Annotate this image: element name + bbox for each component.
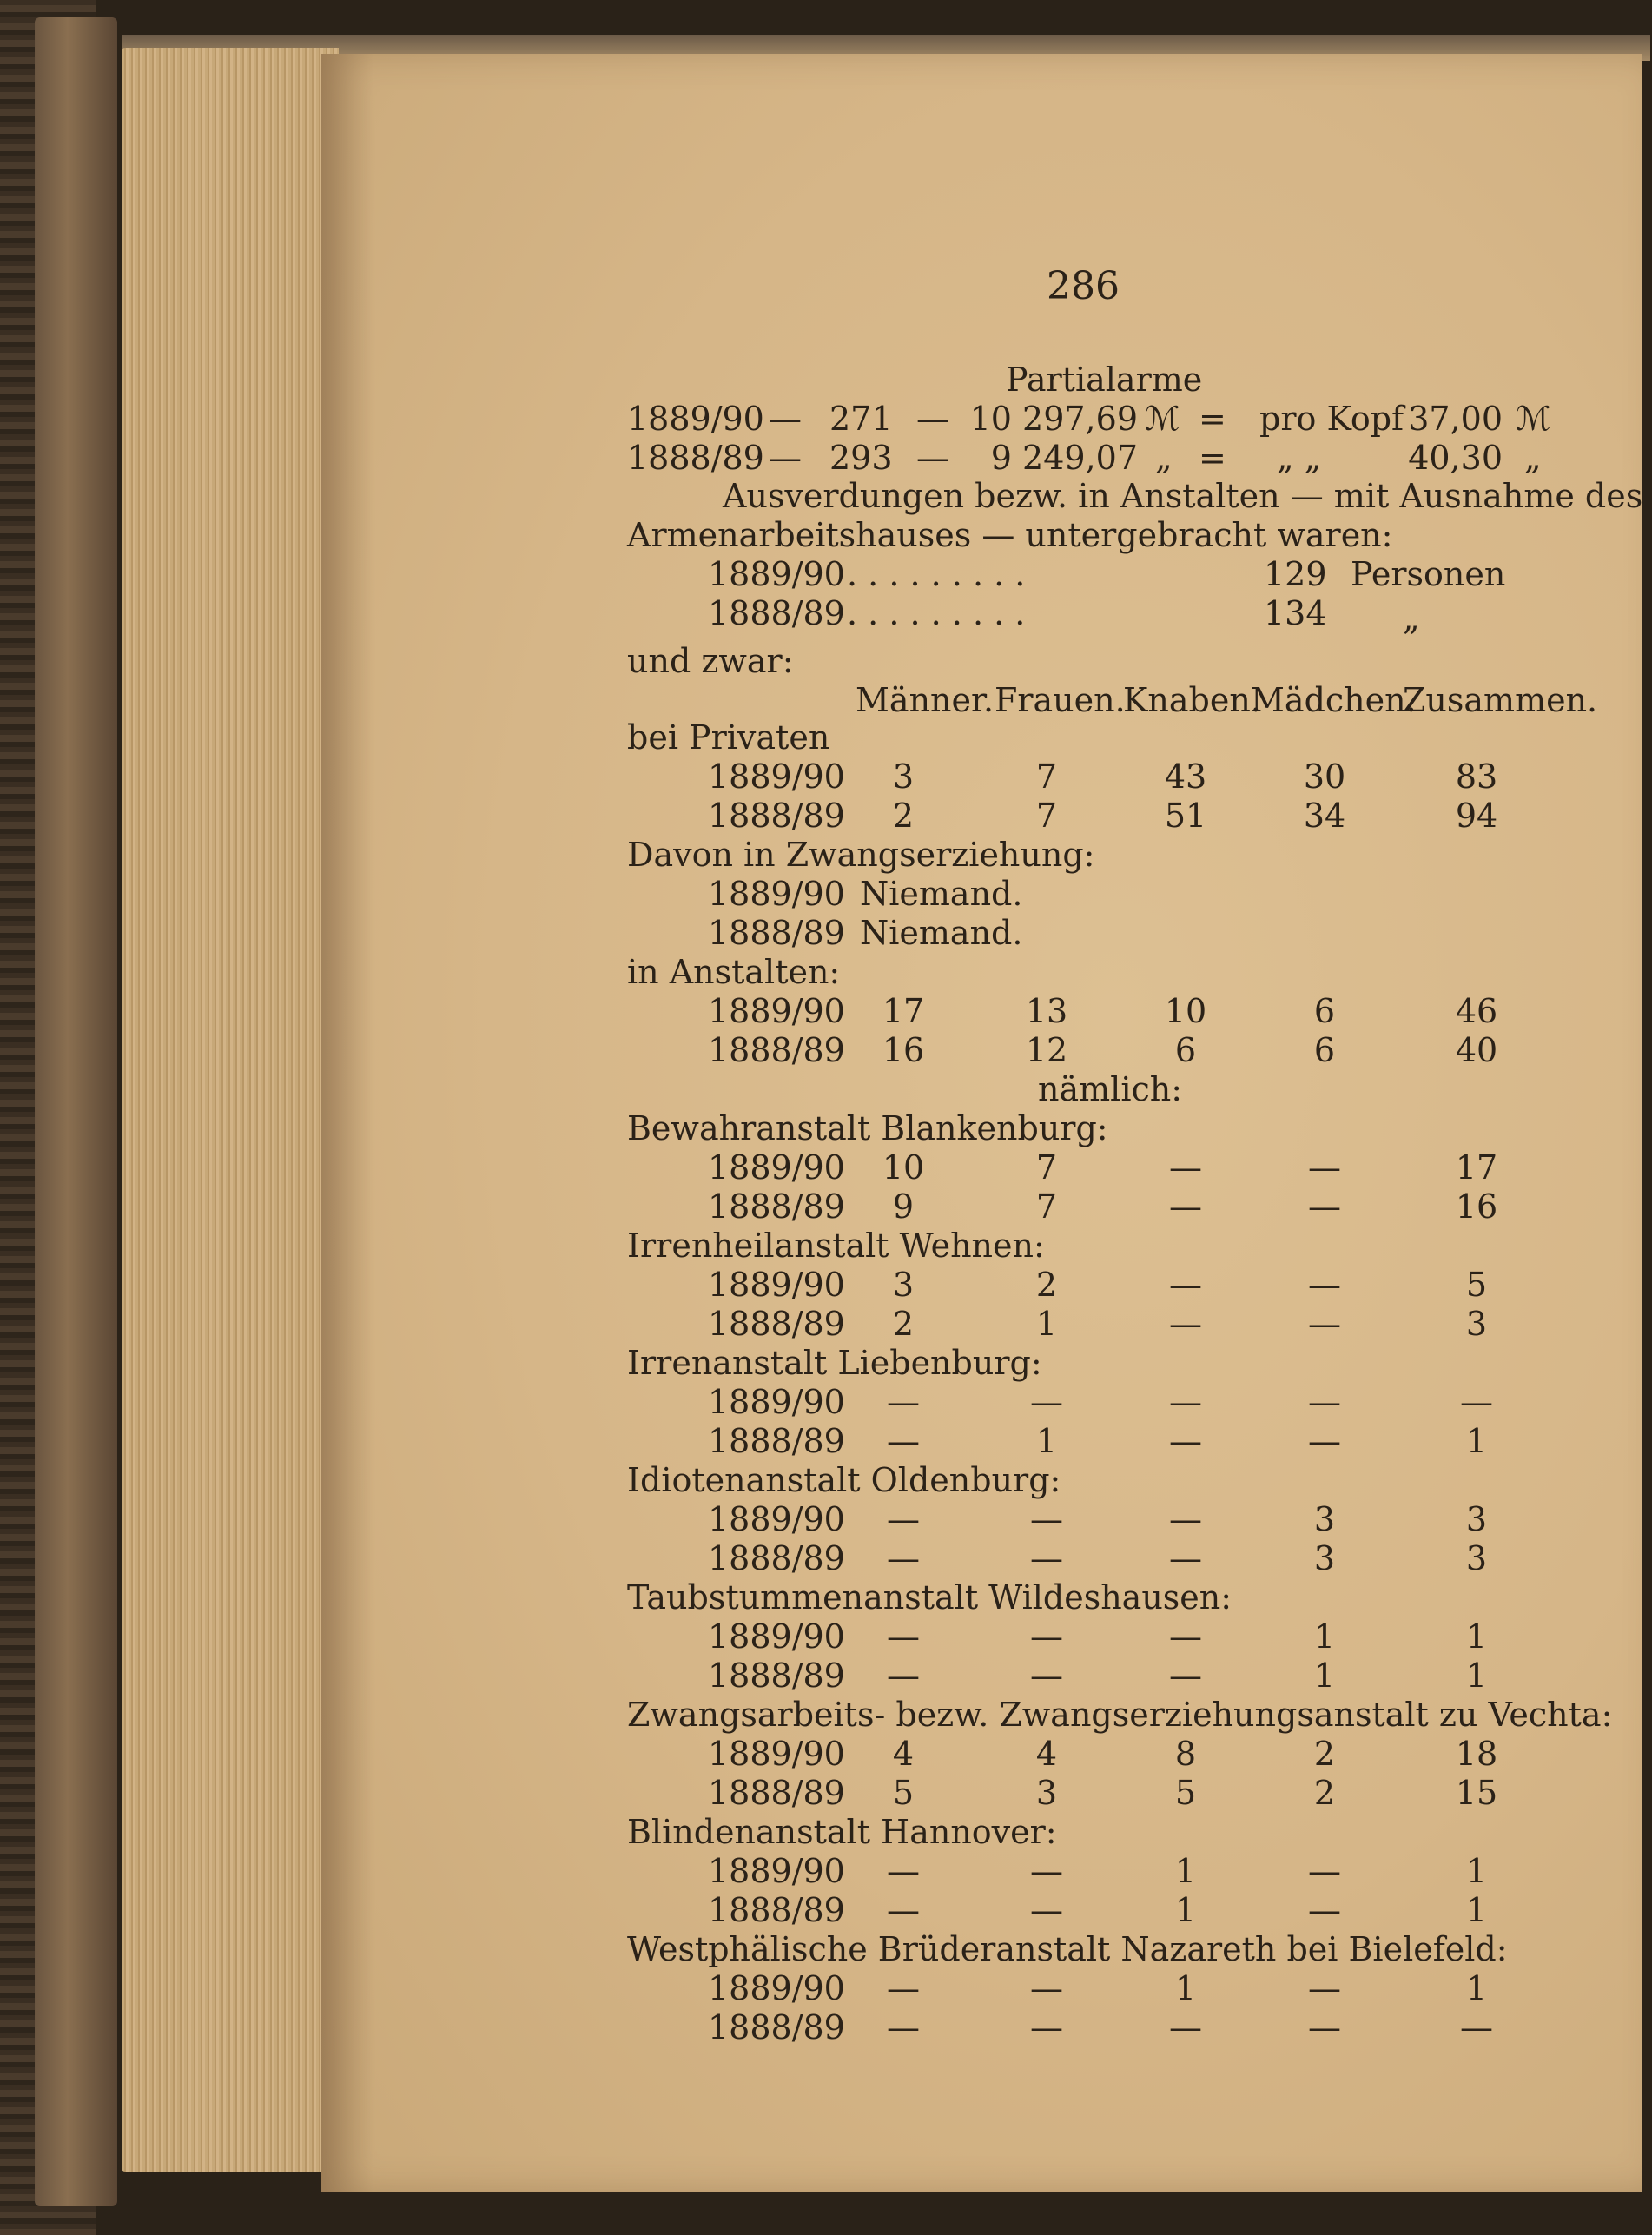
table-cell: — xyxy=(1308,1891,1341,1929)
table-cell: 3 xyxy=(1313,1539,1336,1577)
table-cell: — xyxy=(1308,1266,1341,1304)
table-cell: — xyxy=(1169,1617,1202,1656)
table-cell: — xyxy=(1030,1656,1063,1695)
table-cell: 30 xyxy=(1303,757,1346,796)
table-cell: 1 xyxy=(1465,1617,1488,1656)
table-cell: — xyxy=(1169,1422,1202,1460)
table-cell: — xyxy=(887,1539,920,1577)
summary-equals: = xyxy=(1199,400,1226,438)
summary-per-amount: 40,30 xyxy=(1408,439,1503,477)
intro-text: Ausverdungen bezw. in Anstalten — mit Ausnahme des xyxy=(723,477,1643,515)
summary-amount: 10 297,69 xyxy=(969,400,1138,438)
row-year: 1889/90 xyxy=(708,1617,845,1656)
table-cell: 6 xyxy=(1313,992,1336,1030)
section-label: Westphälische Brüderanstalt Nazareth bei Bielefeld: xyxy=(627,1930,1508,1968)
section-heading: Partialarme xyxy=(1006,360,1203,399)
table-cell: 51 xyxy=(1164,797,1207,835)
table-cell: 2 xyxy=(1313,1774,1336,1812)
table-cell: — xyxy=(887,1852,920,1890)
row-year: 1888/89 xyxy=(708,1774,845,1812)
table-cell: — xyxy=(1169,1266,1202,1304)
table-cell: — xyxy=(887,1891,920,1929)
table-cell: — xyxy=(1030,1383,1063,1421)
table-cell: — xyxy=(1308,1148,1341,1187)
table-cell: 5 xyxy=(1465,1266,1488,1304)
book-spine xyxy=(35,17,117,2206)
table-cell: — xyxy=(1308,1422,1341,1460)
table-cell: 1 xyxy=(1465,1852,1488,1890)
column-header: Frauen. xyxy=(995,681,1126,719)
dash: — xyxy=(916,400,949,438)
table-cell: 94 xyxy=(1455,797,1498,835)
dash: — xyxy=(769,439,802,477)
table-cell: 5 xyxy=(1174,1774,1197,1812)
table-cell: 13 xyxy=(1025,992,1068,1030)
section-label: Bewahranstalt Blankenburg: xyxy=(627,1109,1108,1147)
row-year: 1888/89 xyxy=(708,914,845,952)
table-cell: 7 xyxy=(1035,1187,1058,1226)
section-label: Zwangsarbeits- bezw. Zwangserziehungsanstalt zu Vechta: xyxy=(627,1696,1613,1734)
table-cell: — xyxy=(887,1383,920,1421)
table-cell: 16 xyxy=(882,1031,925,1069)
table-cell: — xyxy=(887,1500,920,1538)
table-cell: — xyxy=(1030,1852,1063,1890)
row-year: 1889/90 xyxy=(708,1383,845,1421)
persons-year: 1888/89 xyxy=(708,594,845,632)
dash: — xyxy=(769,400,802,438)
persons-value: 129 xyxy=(1264,555,1327,593)
table-cell: 3 xyxy=(892,757,915,796)
section-label: Irrenanstalt Liebenburg: xyxy=(627,1344,1042,1382)
row-year: 1888/89 xyxy=(708,1891,845,1929)
table-cell: — xyxy=(887,2008,920,2047)
und-zwar: und zwar: xyxy=(627,642,794,680)
row-year: 1889/90 xyxy=(708,1969,845,2007)
row-year: 1888/89 xyxy=(708,1187,845,1226)
section-label: Davon in Zwangserziehung: xyxy=(627,836,1095,874)
table-cell: 10 xyxy=(1164,992,1207,1030)
summary-count: 271 xyxy=(829,400,893,438)
persons-year: 1889/90 xyxy=(708,555,845,593)
table-cell: 1 xyxy=(1035,1422,1058,1460)
section-label: in Anstalten: xyxy=(627,953,841,991)
section-label: Taubstummenanstalt Wildeshausen: xyxy=(627,1578,1232,1617)
persons-unit: „ xyxy=(1403,599,1420,638)
table-cell: 1 xyxy=(1174,1891,1197,1929)
table-cell: 1 xyxy=(1035,1305,1058,1343)
page-gutter-shadow xyxy=(321,54,373,2192)
intro-text: Armenarbeitshauses — untergebracht waren: xyxy=(627,516,1393,554)
page-number: 286 xyxy=(1047,264,1120,308)
table-cell: 43 xyxy=(1164,757,1207,796)
column-header: Zusammen. xyxy=(1403,681,1598,719)
column-header: Knaben. xyxy=(1123,681,1261,719)
table-cell: — xyxy=(887,1656,920,1695)
table-cell: — xyxy=(1169,2008,1202,2047)
summary-per: „ „ xyxy=(1277,439,1322,477)
row-note: Niemand. xyxy=(860,914,1023,952)
table-cell: 16 xyxy=(1455,1187,1498,1226)
table-cell: 4 xyxy=(1035,1735,1058,1773)
table-cell: 12 xyxy=(1025,1031,1068,1069)
table-cell: 40 xyxy=(1455,1031,1498,1069)
section-note: nämlich: xyxy=(1038,1070,1183,1108)
table-cell: 5 xyxy=(892,1774,915,1812)
table-cell: 3 xyxy=(1035,1774,1058,1812)
table-cell: 1 xyxy=(1174,1969,1197,2007)
table-cell: 1 xyxy=(1465,1656,1488,1695)
table-cell: 1 xyxy=(1465,1891,1488,1929)
table-cell: 7 xyxy=(1035,1148,1058,1187)
table-cell: 9 xyxy=(892,1187,915,1226)
leader-dots: . . . . . . . . . xyxy=(847,555,1026,593)
section-label: Blindenanstalt Hannover: xyxy=(627,1813,1057,1851)
table-cell: — xyxy=(1460,2008,1493,2047)
row-year: 1889/90 xyxy=(708,1500,845,1538)
row-year: 1888/89 xyxy=(708,2008,845,2047)
table-cell: — xyxy=(1308,1969,1341,2007)
table-cell: 46 xyxy=(1455,992,1498,1030)
table-cell: — xyxy=(1308,1852,1341,1890)
row-year: 1888/89 xyxy=(708,1656,845,1695)
table-cell: — xyxy=(1030,1969,1063,2007)
table-cell: 6 xyxy=(1174,1031,1197,1069)
table-cell: — xyxy=(1169,1187,1202,1226)
table-cell: 3 xyxy=(1313,1500,1336,1538)
persons-value: 134 xyxy=(1264,594,1327,632)
summary-unit: „ xyxy=(1155,439,1173,477)
table-cell: 3 xyxy=(892,1266,915,1304)
table-cell: 7 xyxy=(1035,757,1058,796)
table-cell: 15 xyxy=(1455,1774,1498,1812)
table-cell: 4 xyxy=(892,1735,915,1773)
table-cell: 1 xyxy=(1174,1852,1197,1890)
leader-dots: . . . . . . . . . xyxy=(847,594,1026,632)
row-year: 1888/89 xyxy=(708,1422,845,1460)
dash: — xyxy=(916,439,949,477)
column-header: Mädchen. xyxy=(1251,681,1417,719)
section-label: Irrenheilanstalt Wehnen: xyxy=(627,1227,1045,1265)
summary-equals: = xyxy=(1199,439,1226,477)
table-cell: — xyxy=(1169,1383,1202,1421)
summary-per-unit: ℳ xyxy=(1516,400,1551,438)
row-note: Niemand. xyxy=(860,875,1023,913)
table-cell: — xyxy=(887,1422,920,1460)
table-cell: 3 xyxy=(1465,1305,1488,1343)
row-year: 1889/90 xyxy=(708,1266,845,1304)
summary-amount: 9 249,07 xyxy=(990,439,1138,477)
table-cell: — xyxy=(1030,1539,1063,1577)
table-cell: 1 xyxy=(1465,1422,1488,1460)
row-year: 1888/89 xyxy=(708,1305,845,1343)
row-year: 1888/89 xyxy=(708,797,845,835)
section-label: bei Privaten xyxy=(627,718,830,757)
table-cell: — xyxy=(887,1969,920,2007)
table-cell: 2 xyxy=(1035,1266,1058,1304)
summary-per-amount: 37,00 xyxy=(1408,400,1503,438)
table-cell: — xyxy=(1169,1539,1202,1577)
table-cell: — xyxy=(1030,1891,1063,1929)
table-cell: — xyxy=(1169,1500,1202,1538)
row-year: 1889/90 xyxy=(708,1852,845,1890)
row-year: 1889/90 xyxy=(708,875,845,913)
table-cell: 2 xyxy=(1313,1735,1336,1773)
summary-unit: ℳ xyxy=(1145,400,1180,438)
table-cell: — xyxy=(1308,1305,1341,1343)
table-cell: 10 xyxy=(882,1148,925,1187)
table-cell: 2 xyxy=(892,797,915,835)
table-cell: 18 xyxy=(1455,1735,1498,1773)
row-year: 1889/90 xyxy=(708,1148,845,1187)
table-cell: — xyxy=(1460,1383,1493,1421)
row-year: 1889/90 xyxy=(708,992,845,1030)
persons-unit: Personen xyxy=(1351,555,1506,593)
table-cell: 8 xyxy=(1174,1735,1197,1773)
page-stack-edges xyxy=(122,48,339,2172)
table-cell: — xyxy=(887,1617,920,1656)
table-cell: 3 xyxy=(1465,1539,1488,1577)
table-cell: — xyxy=(1169,1305,1202,1343)
summary-per-unit: „ xyxy=(1524,439,1542,477)
table-cell: 34 xyxy=(1303,797,1346,835)
column-header: Männer. xyxy=(856,681,995,719)
table-cell: 3 xyxy=(1465,1500,1488,1538)
summary-year: 1888/89 xyxy=(627,439,764,477)
summary-count: 293 xyxy=(829,439,893,477)
table-cell: — xyxy=(1030,1617,1063,1656)
row-year: 1889/90 xyxy=(708,1735,845,1773)
section-label: Idiotenanstalt Oldenburg: xyxy=(627,1461,1061,1499)
summary-per: pro Kopf xyxy=(1259,400,1404,438)
table-cell: — xyxy=(1308,2008,1341,2047)
table-cell: 7 xyxy=(1035,797,1058,835)
row-year: 1888/89 xyxy=(708,1031,845,1069)
row-year: 1888/89 xyxy=(708,1539,845,1577)
table-cell: — xyxy=(1169,1148,1202,1187)
table-cell: 6 xyxy=(1313,1031,1336,1069)
table-cell: — xyxy=(1169,1656,1202,1695)
table-cell: 2 xyxy=(892,1305,915,1343)
table-cell: 1 xyxy=(1465,1969,1488,2007)
table-cell: 1 xyxy=(1313,1617,1336,1656)
table-cell: — xyxy=(1030,1500,1063,1538)
table-cell: 17 xyxy=(1455,1148,1498,1187)
table-cell: — xyxy=(1308,1383,1341,1421)
table-cell: — xyxy=(1030,2008,1063,2047)
table-cell: — xyxy=(1308,1187,1341,1226)
table-cell: 1 xyxy=(1313,1656,1336,1695)
summary-year: 1889/90 xyxy=(627,400,764,438)
table-cell: 17 xyxy=(882,992,925,1030)
table-cell: 83 xyxy=(1455,757,1498,796)
row-year: 1889/90 xyxy=(708,757,845,796)
